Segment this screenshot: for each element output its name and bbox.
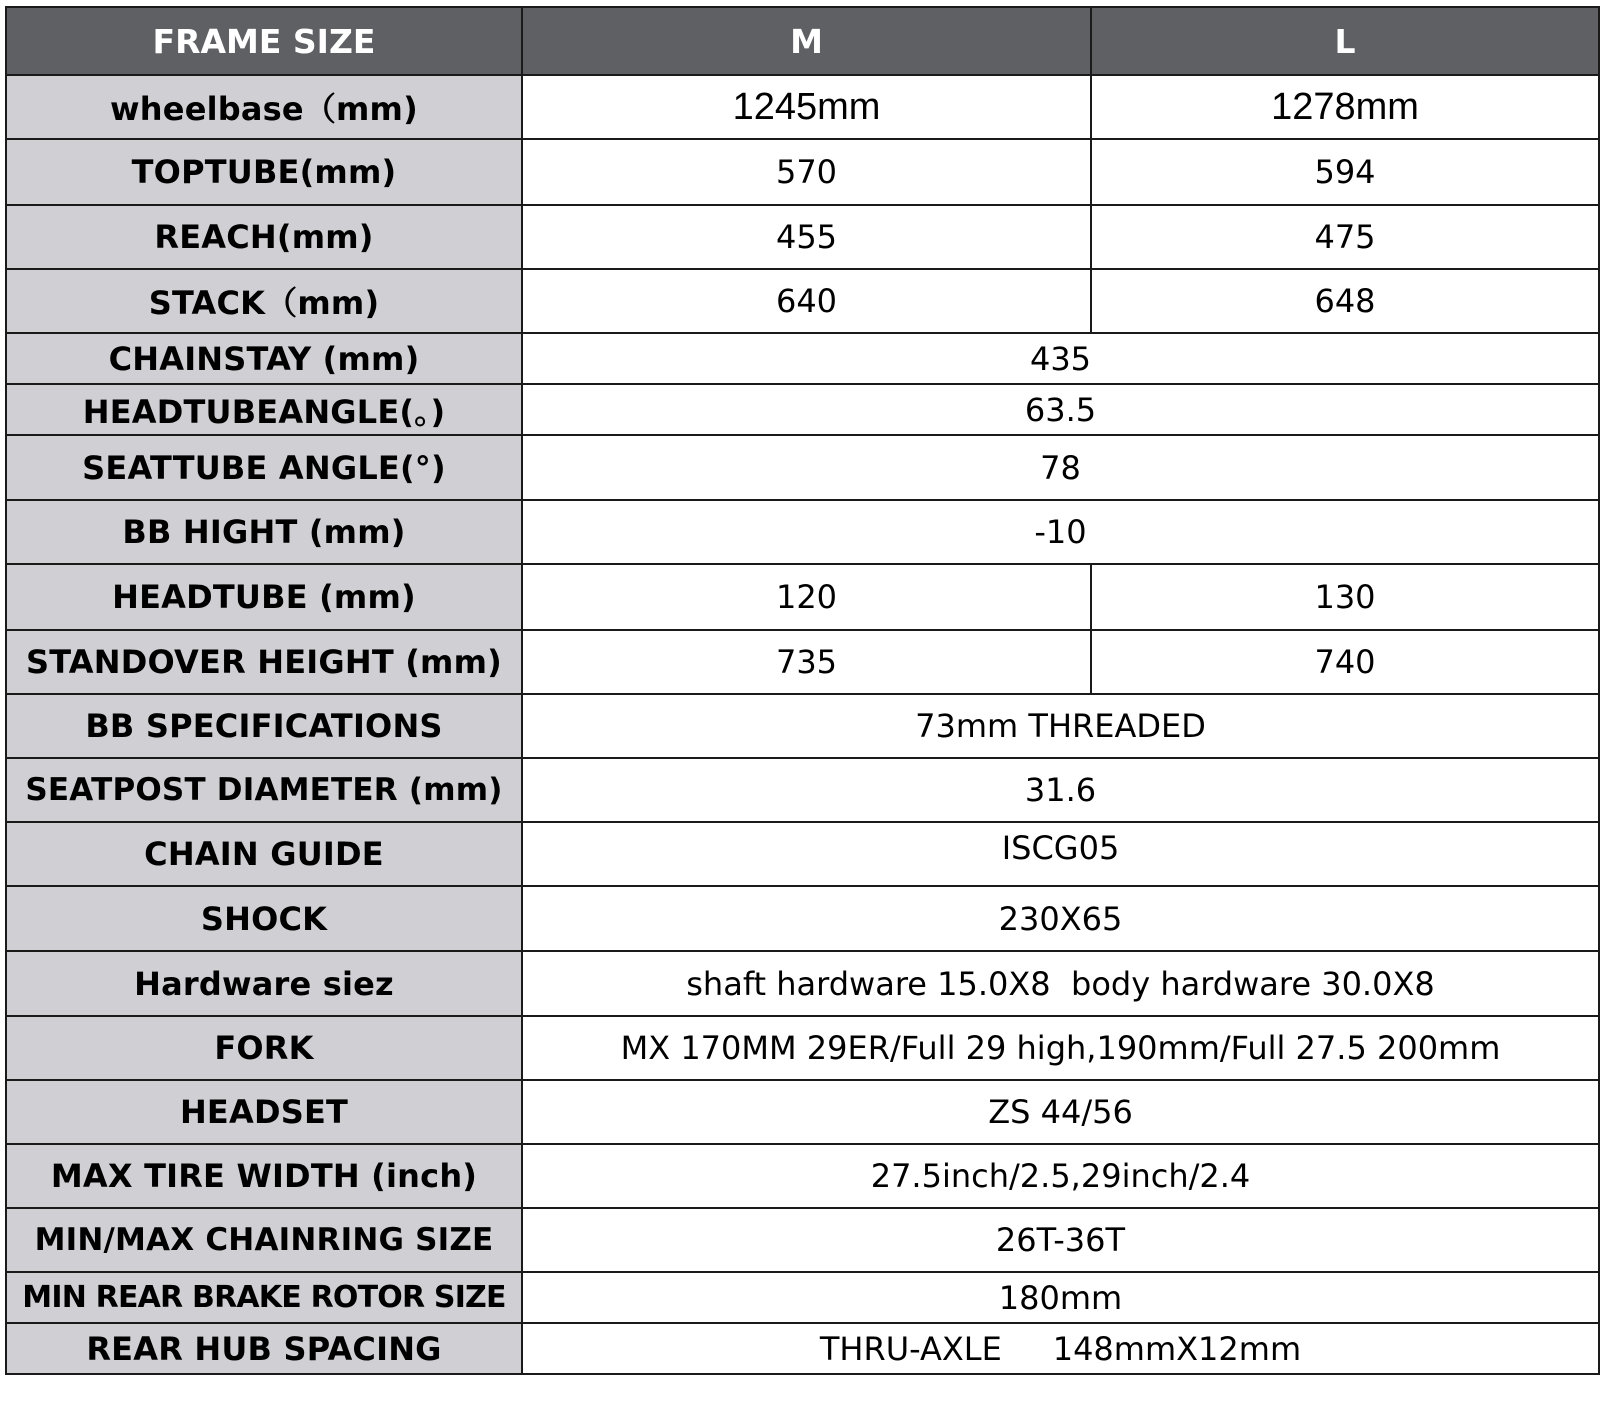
value-shared: shaft hardware 15.0X8 body hardware 30.0X8 — [522, 951, 1599, 1016]
row-stack — [6, 269, 1599, 333]
row-chainring — [6, 1208, 1599, 1272]
row-label: STANDOVER HEIGHT (mm) — [6, 630, 522, 694]
row-label: SHOCK — [6, 886, 522, 951]
row-max-tire — [6, 1144, 1599, 1208]
row-reach — [6, 205, 1599, 269]
row-label: CHAINSTAY (mm) — [6, 333, 522, 384]
row-label: BB SPECIFICATIONS — [6, 694, 522, 758]
value-m: 455 — [522, 205, 1091, 269]
value-m: 570 — [522, 139, 1091, 205]
row-toptube — [6, 139, 1599, 205]
row-rear-hub — [6, 1323, 1599, 1374]
row-label: HEADTUBE (mm) — [6, 564, 522, 630]
row-label: STACK（mm) — [6, 269, 522, 333]
value-shared: ZS 44/56 — [522, 1080, 1599, 1144]
header-row — [6, 7, 1599, 75]
value-shared: -10 — [522, 500, 1599, 564]
row-label: SEATTUBE ANGLE(°) — [6, 435, 522, 500]
header-size-l: L — [1091, 7, 1599, 75]
row-label: TOPTUBE(mm) — [6, 139, 522, 205]
value-shared: 31.6 — [522, 758, 1599, 822]
value-m: 120 — [522, 564, 1091, 630]
row-wheelbase — [6, 75, 1599, 139]
value-l: 130 — [1091, 564, 1599, 630]
value-shared: ISCG05 — [522, 822, 1599, 886]
row-bb-height — [6, 500, 1599, 564]
row-label: BB HIGHT (mm) — [6, 500, 522, 564]
row-seatpost — [6, 758, 1599, 822]
row-headtube — [6, 564, 1599, 630]
value-shared: 230X65 — [522, 886, 1599, 951]
value-m: 735 — [522, 630, 1091, 694]
value-shared: MX 170MM 29ER/Full 29 high,190mm/Full 27.5 200mm — [522, 1016, 1599, 1080]
value-shared: 27.5inch/2.5,29inch/2.4 — [522, 1144, 1599, 1208]
row-label: CHAIN GUIDE — [6, 822, 522, 886]
row-label: REACH(mm) — [6, 205, 522, 269]
row-label: wheelbase（mm) — [6, 75, 522, 139]
row-bb-spec — [6, 694, 1599, 758]
row-label: SEATPOST DIAMETER (mm) — [6, 758, 522, 822]
row-label: HEADSET — [6, 1080, 522, 1144]
value-shared: 180mm — [522, 1272, 1599, 1323]
header-size-m: M — [522, 7, 1091, 75]
row-chainstay — [6, 333, 1599, 384]
row-fork — [6, 1016, 1599, 1080]
row-label: MIN/MAX CHAINRING SIZE — [6, 1208, 522, 1272]
value-m: 640 — [522, 269, 1091, 333]
value-shared: THRU-AXLE 148mmX12mm — [522, 1323, 1599, 1374]
value-l: 1278mm — [1091, 75, 1599, 139]
value-l: 594 — [1091, 139, 1599, 205]
geometry-table — [5, 6, 1600, 1375]
row-label: HEADTUBEANGLE(。) — [6, 384, 522, 435]
row-label: MIN REAR BRAKE ROTOR SIZE — [6, 1272, 522, 1323]
row-shock — [6, 886, 1599, 951]
row-headset — [6, 1080, 1599, 1144]
value-l: 475 — [1091, 205, 1599, 269]
row-seattube-angle — [6, 435, 1599, 500]
value-shared: 26T-36T — [522, 1208, 1599, 1272]
row-label: MAX TIRE WIDTH (inch) — [6, 1144, 522, 1208]
row-chain-guide — [6, 822, 1599, 886]
header-frame-size: FRAME SIZE — [6, 7, 522, 75]
value-l: 648 — [1091, 269, 1599, 333]
value-m: 1245mm — [522, 75, 1091, 139]
value-shared: 435 — [522, 333, 1599, 384]
row-label: Hardware siez — [6, 951, 522, 1016]
row-standover — [6, 630, 1599, 694]
value-shared: 73mm THREADED — [522, 694, 1599, 758]
value-l: 740 — [1091, 630, 1599, 694]
row-label: FORK — [6, 1016, 522, 1080]
row-hardware — [6, 951, 1599, 1016]
value-shared: 63.5 — [522, 384, 1599, 435]
row-headtube-angle — [6, 384, 1599, 435]
row-label: REAR HUB SPACING — [6, 1323, 522, 1374]
value-shared: 78 — [522, 435, 1599, 500]
row-brake-rotor — [6, 1272, 1599, 1323]
